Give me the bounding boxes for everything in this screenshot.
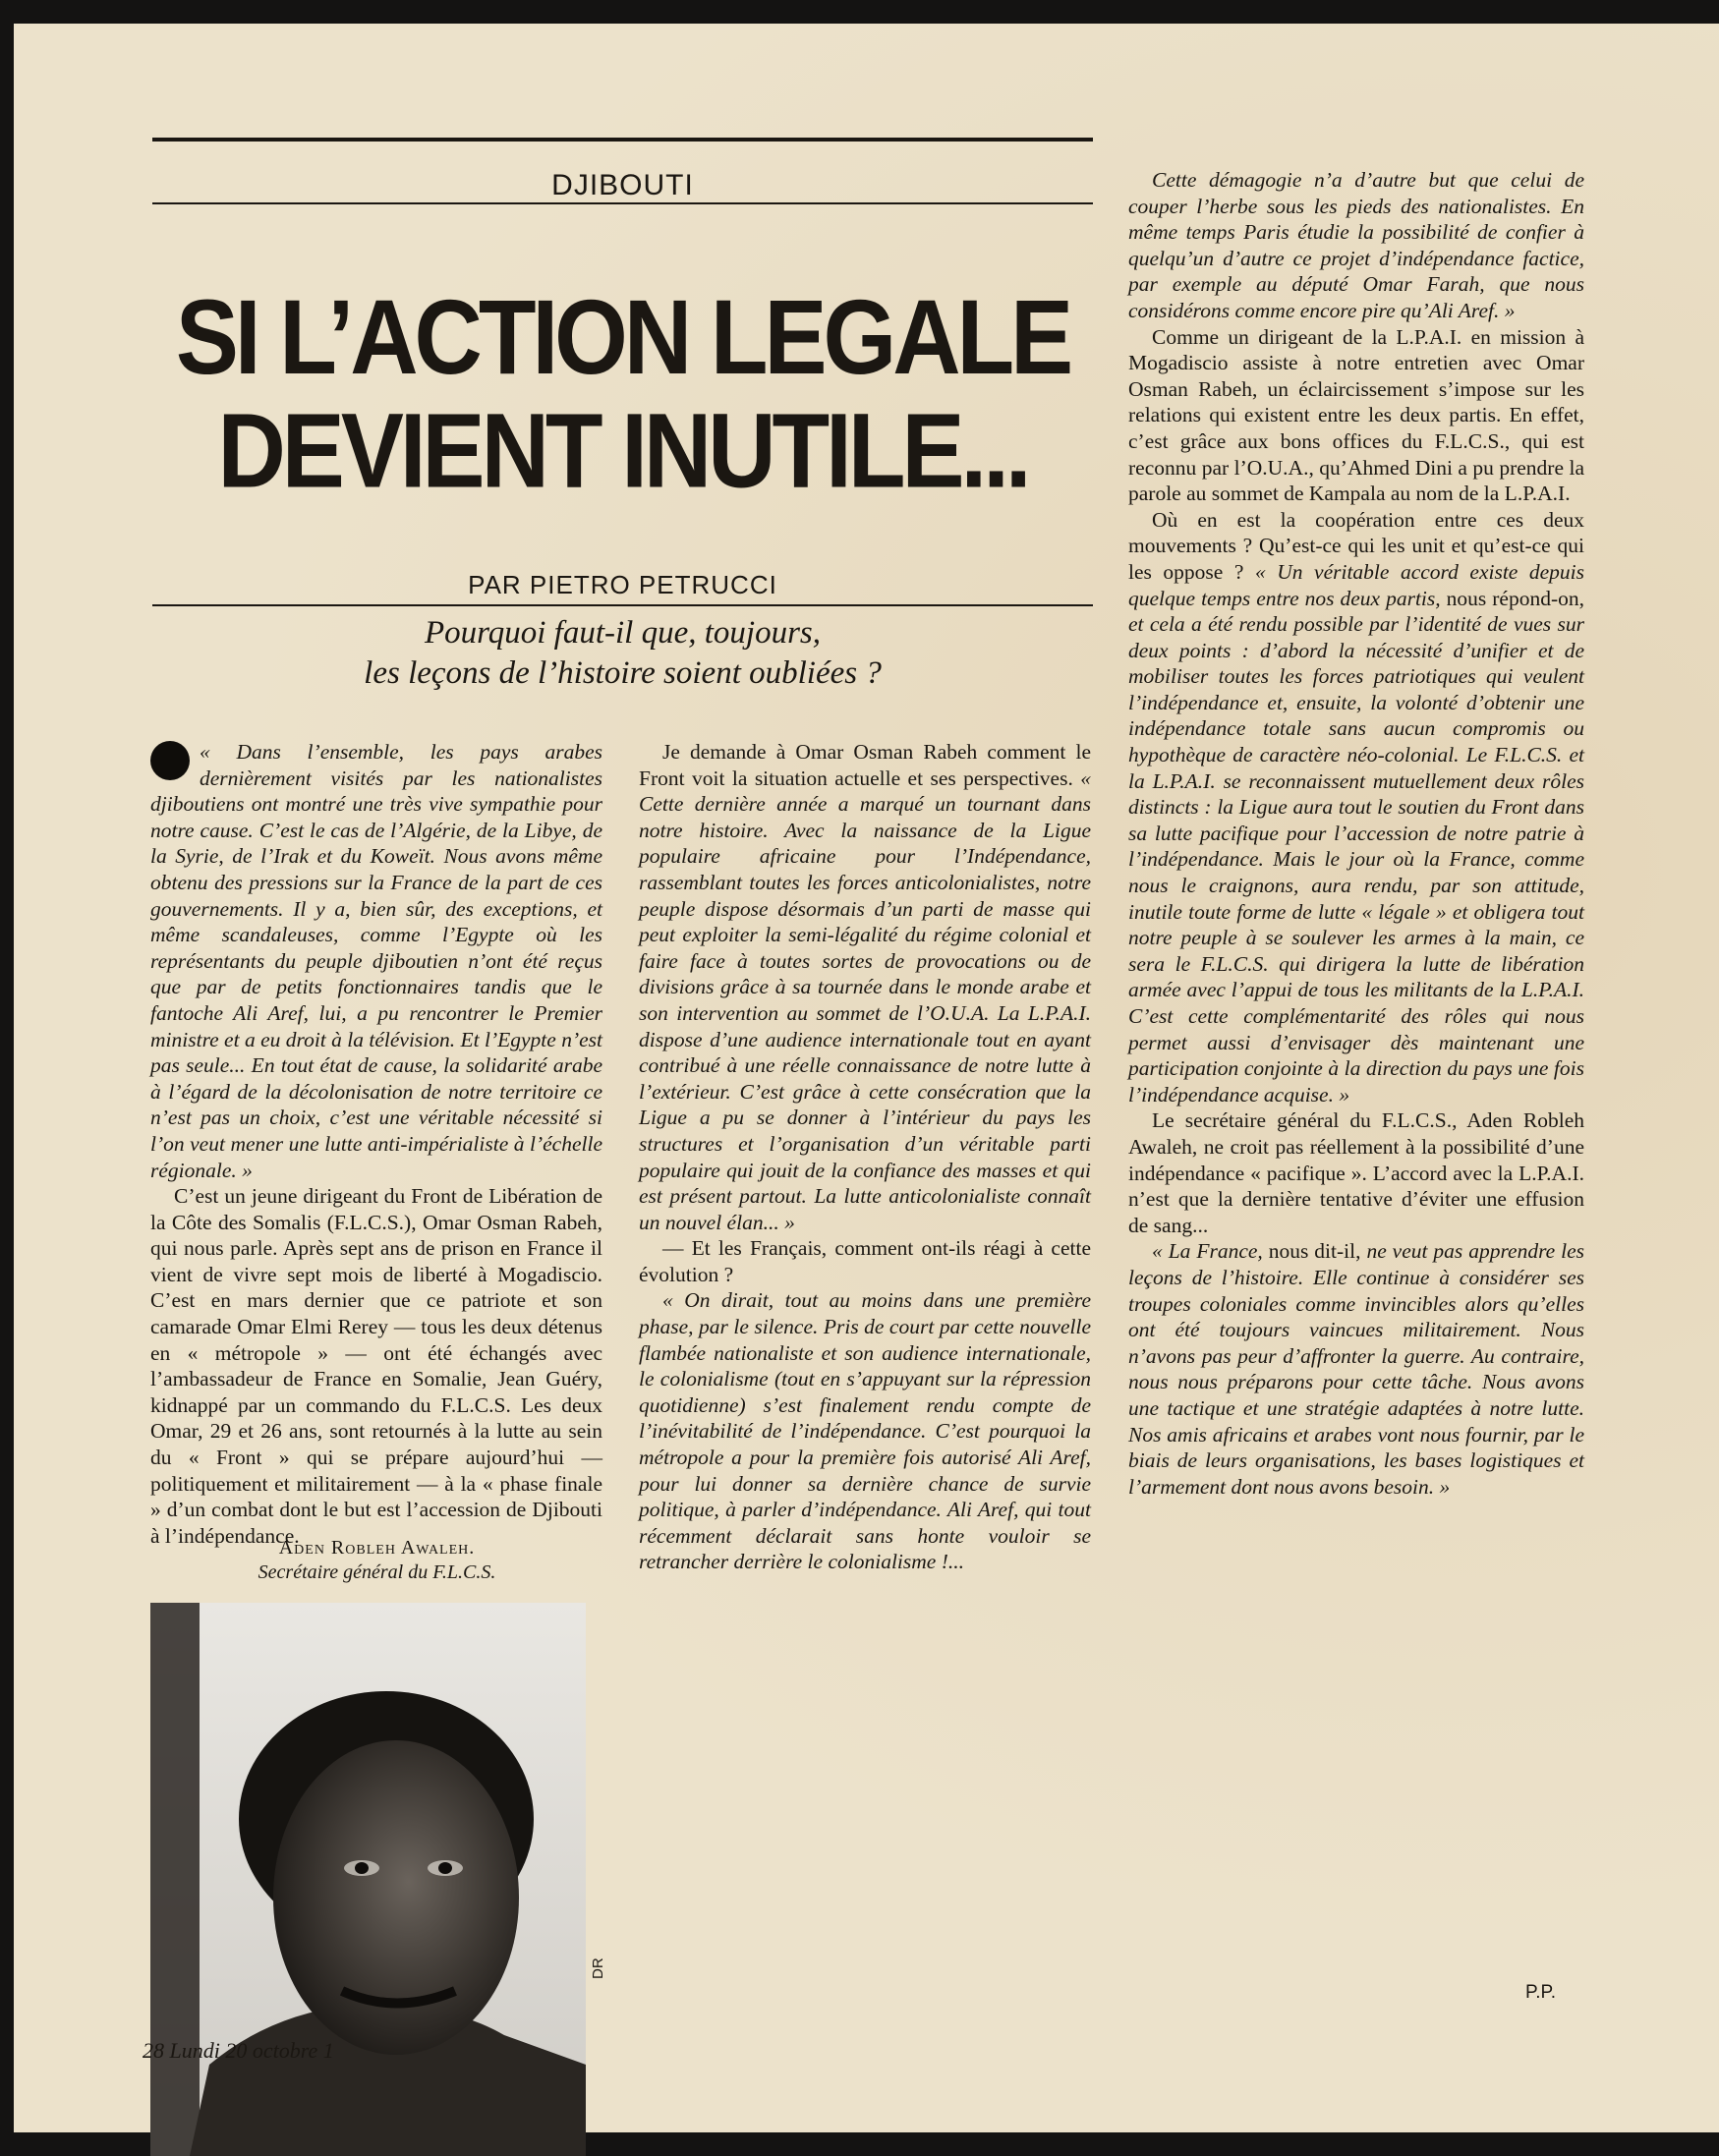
paragraph-lpai: Comme un dirigeant de la L.P.A.I. en mission à Mogadiscio assiste à notre entretien avec Omar Osman Rabeh, un éclaircissement s’impose sur les relations qui existent entre les deux partis. En effet, c’est grâce aux bons offices du F.L.C.S., qui est reconnu par l’O.U.A., qu’Ahmed Dini a pu prendre la parole au sommet de Kampala au nom de la L.P.A.I. (1128, 324, 1584, 506)
paragraph-cooperation: Où en est la coopération entre ces deux mouvements ? Qu’est-ce qui les unit et qu’est-ce qui les oppose ? « Un véritable accord existe depuis quelque temps entre nos deux partis, nous répond-on, et cela a été rendu possible par l’identité de vues sur deux points : d’abord la nécessité d’unifier et de mobiliser toutes les forces patriotiques qui veulent l’indépendance et, ensuite, la volonté d’obtenir une indépendance totale sans aucun compromis ou hypothèque de caractère néo-colonial. Le F.L.C.S. et la L.P.A.I. se reconnaissent mutuellement deux rôles distincts : la Ligue aura tout le soutien du Front dans sa lutte pacifique pour l’accession de notre patrie à l’indépendance. Mais le jour où la France, comme nous le craignons, aura rendu, par son attitude, inutile toute forme de lutte « légale » et obligera tout notre peuple à se soulever les armes à la main, ce sera le F.L.C.S. qui dirigera la lutte de libération armée avec l’appui de tous les militants de la L.P.A.I. C’est cette complémentarité des rôles qui nous permet aussi d’envisager dès maintenant une participation conjointe à la direction du pays une fois l’indépendance acquise. » (1128, 507, 1585, 1106)
byline-rule (152, 604, 1093, 606)
magazine-page (14, 24, 1719, 2132)
headline-line-1: SI L’ACTION LEGALE (175, 278, 1070, 397)
column-2 (639, 739, 1091, 1575)
paragraph-question: Je demande à Omar Osman Rabeh comment le Front voit la situation actuelle et ses perspectives. « Cette dernière année a marqué un tournant dans notre histoire. Avec la naissance de la Ligue populaire africaine pour l’Indépendance, rassemblant toutes les forces anticolonialistes, notre peuple dispose désormais d’un parti de masse qui peut exploiter la semi-légalité du régime colonial et faire face à toutes sortes de provocations ou de divisions grâce à sa tournée dans le monde arabe et son intervention au sommet de l’O.U.A. La L.P.A.I. dispose d’une audience internationale tout en ayant contribué à une réelle connaissance de notre lutte à l’extérieur. C’est grâce à cette consécration que la Ligue a pu se donner à l’intérieur du pays les structures et l’organisation d’un véritable parti populaire qui jouit de la confiance des masses et qui est présent partout. La lutte anticolonialiste connaît un nouvel élan... » (639, 740, 1091, 1234)
paragraph-demagogie: Cette démagogie n’a d’autre but que celui de couper l’herbe sous les pieds des nationalistes. En même temps Paris étudie la possibilité de confier à quelqu’un d’autre ce projet d’indépendance factice, par exemple au député Omar Farah, que nous considérons comme encore pire qu’Ali Aref. » (1128, 168, 1584, 322)
dek-line-2: les leçons de l’histoire soient oubliées ? (364, 655, 882, 691)
author-initials: P.P. (1525, 1982, 1557, 2003)
photo-caption (152, 1536, 602, 1585)
section-rule (152, 202, 1093, 204)
paragraph-secretary: Le secrétaire général du F.L.C.S., Aden Robleh Awaleh, ne croit pas réellement à la possibilité d’une indépendance « pacifique ». L’accord avec la L.P.A.I. n’est que la dernière tentative d’éviter une effusion de sang... (1128, 1108, 1584, 1237)
paragraph-quote-opening: « Dans l’ensemble, les pays arabes dernièrement visités par les nationalistes djiboutiens ont montré une très vive sympathie pour notre cause. C’est le cas de l’Algérie, de la Libye, de la Syrie, de l’Irak et du Koweït. Nous avons même obtenu des pressions sur la France de la part de ces gouvernements. Il y a, bien sûr, des exceptions, et même scandaleuses, comme l’Egypte où les représentants du peuple djiboutien n’ont été reçus que par de petits fonctionnaires tandis que le fantoche Ali Aref, lui, a pu rencontrer le Premier ministre et a eu droit à la télévision. Et l’Egypte n’est pas seule... En tout état de cause, la solidarité arabe à l’égard de la décolonisation de notre territoire ce n’est pas un choix, c’est une véritable nécessité si l’on veut mener une lutte anti-impérialiste à l’échelle régionale. » (150, 740, 602, 1182)
section-title: DJIBOUTI (551, 169, 694, 201)
byline: PAR PIETRO PETRUCCI (468, 570, 777, 599)
column-1 (150, 739, 602, 1549)
paragraph-france: « La France, nous dit-il, ne veut pas apprendre les leçons de l’histoire. Elle continue à considérer ses troupes coloniales comme invincibles alors qu’elles ont été toujours vaincues militairement. Nous n’avons pas peur d’affronter la guerre. Au contraire, nous nous préparons pour cette tâche. Nous avons une tactique et une stratégie adaptées à notre lutte. Nos amis africains et arabes vont nous fournir, par le biais de leurs organisations, les bases logistiques et l’armement dont nous avons besoin. » (1128, 1239, 1585, 1499)
paragraph-french-reaction: — Et les Français, comment ont-ils réagi à cette évolution ? (639, 1236, 1091, 1286)
paragraph-silence: « On dirait, tout au moins dans une première phase, par le silence. Pris de court par cette nouvelle flambée nationaliste et son audience internationale, le colonialisme (tout en s’appuyant sur la répression quotidienne) s’est finalement rendu compte de l’inévitabilité de l’indépendance. C’est pourquoi la métropole a pour la première fois autorisé Ali Aref, pour lui donner sa dernière chance de survie politique, à parler d’indépendance. Ali Aref, qui tout récemment déclarait sans honte vouloir se retrancher derrière le colonialisme !... (639, 1288, 1091, 1574)
photo-credit: DR (590, 1957, 606, 1979)
paragraph-intro: C’est un jeune dirigeant du Front de Libération de la Côte des Somalis (F.L.C.S.), Omar Osman Rabeh, qui nous parle. Après sept ans de prison en France il vient de vivre sept mois de liberté à Mogadiscio. C’est en mars dernier que ce patriote et son camarade Omar Elmi Rerey — tous les deux détenus en « métropole » — ont été échangés avec l’ambassadeur de France en Somalie, Jean Guéry, kidnappé par un commando du F.L.C.S. Les deux Omar, 29 et 26 ans, sont retournés à la lutte au sein du « Front » qui se prépare aujourd’hui — politiquement et militairement — à la « phase finale » d’un combat dont le but est l’accession de Djibouti à l’indépendance. (150, 1184, 602, 1548)
bullet-dot-icon (150, 741, 190, 780)
dek (152, 613, 1093, 694)
caption-name: Aden Robleh Awaleh. (278, 1537, 476, 1559)
column-3 (1128, 167, 1584, 1500)
headline-line-2: DEVIENT INUTILE... (217, 392, 1028, 510)
dek-line-1: Pourquoi faut-il que, toujours, (424, 615, 822, 651)
top-rule (152, 138, 1093, 142)
portrait-photo (150, 1603, 586, 2156)
caption-role: Secrétaire général du F.L.C.S. (258, 1561, 496, 1583)
headline (152, 278, 1093, 510)
page-folio: 28 Lundi 20 octobre 1 (143, 2038, 334, 2063)
